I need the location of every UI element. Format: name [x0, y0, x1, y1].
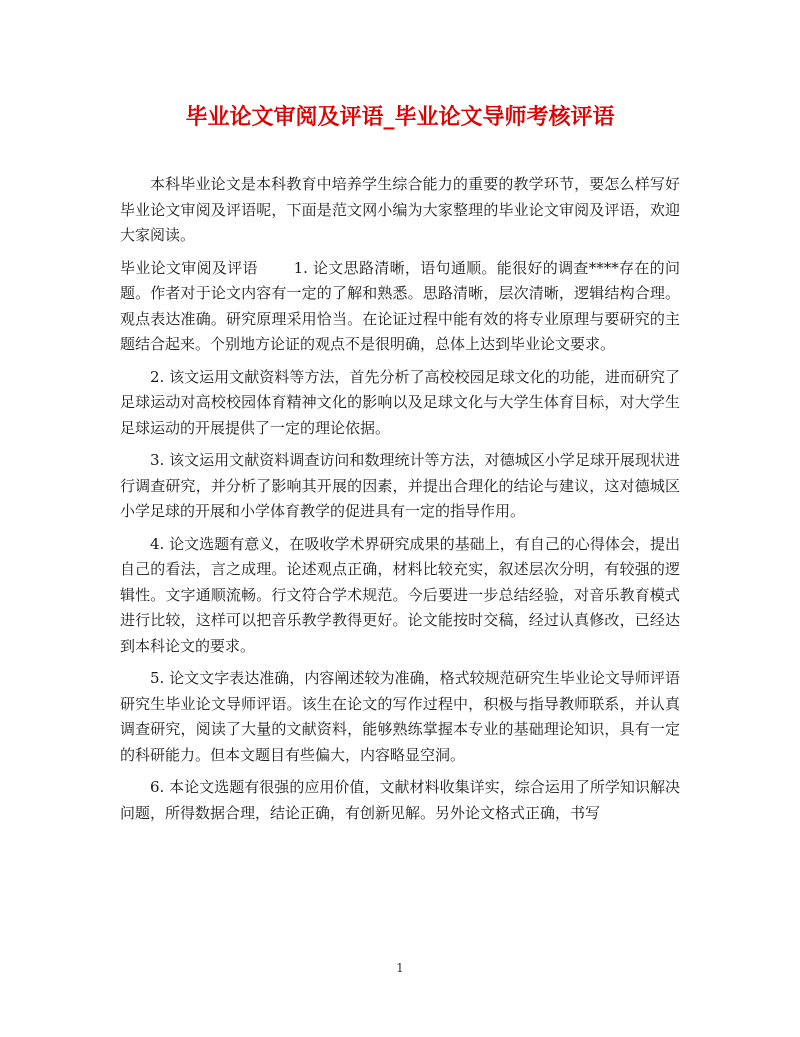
comment-paragraph-4: 4. 论文选题有意义，在吸收学术界研究成果的基础上，有自己的心得体会，提出自己的看法，言之成理。论述观点正确，材料比较充实，叙述层次分明，有较强的逻辑性。文字通顺流畅。行文符合学术规范。今后要进一步总结经验，对音乐教育模式进行比较，这样可以把音乐教学教得更好。论文能按时交稿，经过认真修改，已经达到本科论文的要求。: [120, 534, 680, 655]
comment-paragraph-1: 毕业论文审阅及评语 1. 论文思路清晰，语句通顺。能很好的调查****存在的问题。作者对于论文内容有一定的了解和熟悉。思路清晰，层次清晰，逻辑结构合理。观点表达准确。研究原理采用恰当。在论证过程中能有效的将专业原理与要研究的主题结合起来。个别地方论证的观点不是很明确，总体上达到毕业论文要求。: [120, 258, 680, 353]
document-body: [120, 172, 680, 833]
page-number: 1: [396, 961, 404, 975]
comment-paragraph-6: 6. 本论文选题有很强的应用价值，文献材料收集详实，综合运用了所学知识解决问题，所得数据合理，结论正确，有创新见解。另外论文格式正确，书写: [120, 778, 680, 822]
comment-paragraph-5: 5. 论文文字表达准确，内容阐述较为准确，格式较规范研究生毕业论文导师评语研究生毕业论文导师评语。该生在论文的写作过程中，积极与指导教师联系，并认真调查研究，阅读了大量的文献资料，能够熟练掌握本专业的基础理论知识，具有一定的科研能力。但本文题目有些偏大，内容略显空洞。: [120, 669, 680, 764]
comment-paragraph-3: 3. 该文运用文献资料调查访问和数理统计等方法，对德城区小学足球开展现状进行调查研究，并分析了影响其开展的因素，并提出合理化的结论与建议，这对德城区小学足球的开展和小学体育教学的促进具有一定的指导作用。: [120, 451, 680, 520]
intro-paragraph: 本科毕业论文是本科教育中培养学生综合能力的重要的教学环节，要怎么样写好毕业论文审阅及评语呢，下面是范文网小编为大家整理的毕业论文审阅及评语，欢迎大家阅读。: [120, 175, 680, 244]
page-title: 毕业论文审阅及评语_毕业论文导师考核评语: [185, 104, 615, 130]
comment-paragraph-2: 2. 该文运用文献资料等方法，首先分析了高校校园足球文化的功能，进而研究了足球运动对高校校园体育精神文化的影响以及足球文化与大学生体育目标，对大学生足球运动的开展提供了一定的理论依据。: [120, 367, 680, 437]
